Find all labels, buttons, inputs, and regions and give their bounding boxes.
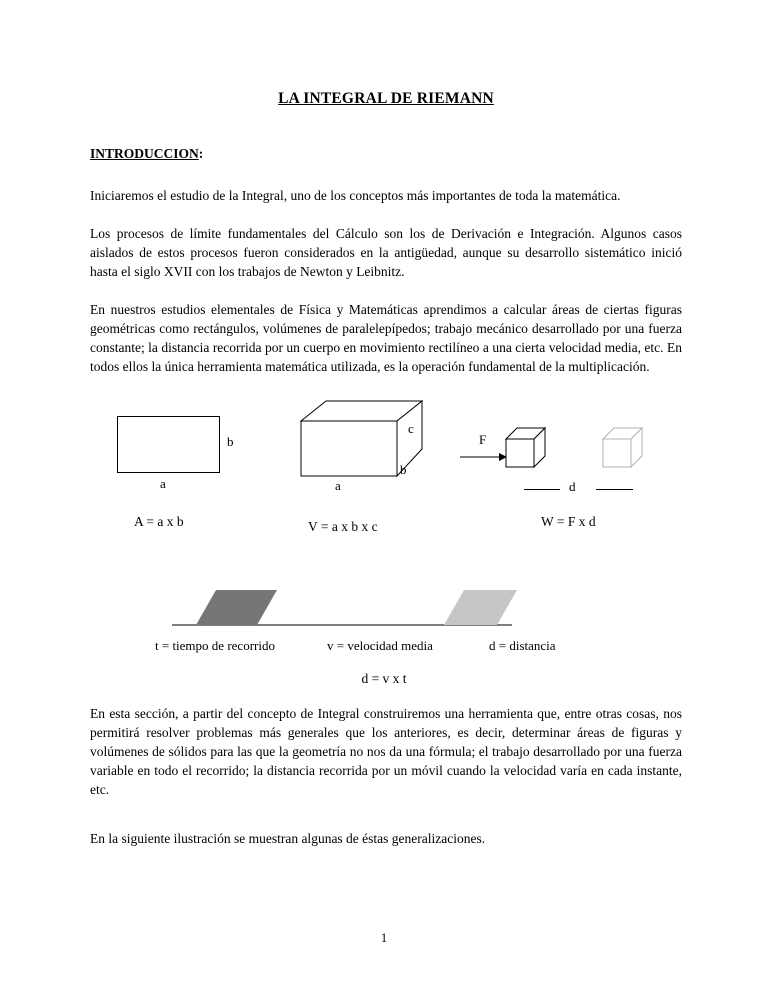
rectangle-side-b-label: b (227, 434, 234, 449)
paragraph-elementary-studies: En nuestros estudios elementales de Física y Matemáticas aprendimos a calcular áreas de ciertas figuras geométricas como rectángulos, volúmenes de paralelepípedos; trabajo mecánico desarrollado por una fuerza constante; la distancia recorrida por un cuerpo en movimiento rectilíneo a una cierta velocidad media, etc. En todos ellos la única herramienta matemática utilizada, es la operación fundamental de la multiplicación. (90, 302, 682, 374)
velocity-label: v = velocidad media (327, 638, 433, 653)
area-formula: A = a x b (134, 514, 184, 529)
distance-line-right (596, 489, 633, 490)
time-label: t = tiempo de recorrido (155, 638, 275, 653)
paragraph-intro: Iniciaremos el estudio de la Integral, uno de los conceptos más importantes de toda la matemática. (90, 188, 621, 203)
box-side-c-label: c (408, 421, 414, 436)
volume-formula: V = a x b x c (308, 519, 378, 534)
force-arrow-icon (460, 451, 508, 463)
distance-line-left (524, 489, 560, 490)
work-formula: W = F x d (541, 514, 596, 529)
distance-label: d (569, 479, 576, 494)
rectangle-figure (117, 416, 220, 473)
pushed-block-figure (504, 426, 548, 471)
page-number: 1 (380, 931, 388, 945)
section-heading (90, 146, 682, 162)
box-side-a-label: a (335, 478, 341, 493)
box-side-b-label: b (400, 462, 407, 477)
motion-diagram (0, 583, 768, 631)
displaced-block-figure (601, 426, 645, 471)
figure-motion (0, 583, 768, 688)
light-parallelogram (444, 590, 517, 625)
paragraph-illustration: En la siguiente ilustración se muestran algunas de éstas generalizaciones. (90, 831, 486, 846)
rectangle-side-a-label: a (160, 476, 166, 491)
motion-formula: d = v x t (361, 671, 407, 686)
paragraph-generalization: En esta sección, a partir del concepto de Integral construiremos una herramienta que, entre otras cosas, nos permitirá resolver problemas más generales que los anteriores, es decir, determinar áreas de figuras y volúmenes de sólidos para las que la geometría no nos da una fórmula; el trabajo desarrollado por una fuerza variable en todo el recorrido; la distancia recorrida por un móvil cuando la velocidad varía en cada instante, etc. (90, 706, 682, 797)
dark-parallelogram (196, 590, 277, 625)
paragraph-history: Los procesos de límite fundamentales del Cálculo son los de Derivación e Integración. Algunos casos aislados de estos procesos fueron considerados en la antigüedad, aunque su desarrollo sistemático inició hasta el siglo XVII con los trabajos de Newton y Leibnitz. (90, 226, 682, 279)
figure-basic-formulas (0, 396, 768, 571)
section-heading-colon: : (198, 146, 204, 161)
distance-caption-label: d = distancia (489, 638, 556, 653)
force-label: F (479, 432, 487, 447)
section-heading-text: INTRODUCCION (90, 146, 199, 161)
parallelepiped-figure (296, 399, 428, 481)
document-title: LA INTEGRAL DE RIEMANN (278, 90, 494, 107)
